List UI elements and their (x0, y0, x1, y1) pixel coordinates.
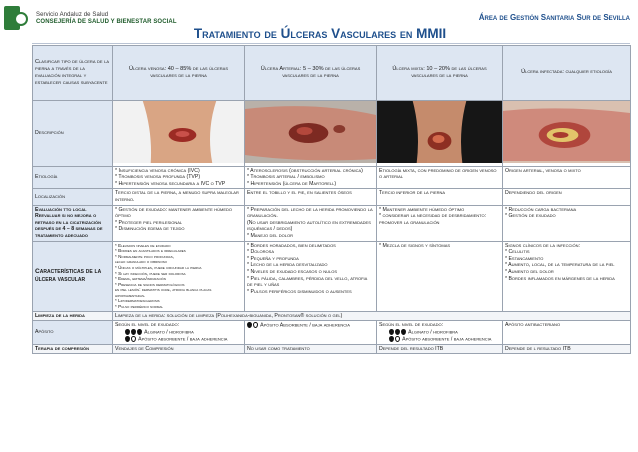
aposito-infectada: Apósito antibacteriano (503, 321, 631, 345)
compresion-infectada: Depende de l resultado ITB (503, 344, 631, 354)
aposito-option-label: Apósito absorbente / baja adherencia (138, 336, 228, 343)
page-title: Tratamiento de Úlceras Vasculares en MMII (193, 26, 447, 41)
evaluacion-venosa (113, 205, 245, 241)
aposito-mixta (377, 321, 503, 345)
drop-outline-icon (395, 336, 400, 342)
aposito-option (115, 329, 242, 336)
evaluacion-arterial (245, 205, 377, 241)
caracteristicas-venosa (113, 241, 245, 311)
table-header-row (33, 46, 631, 101)
localizacion-arterial: Entre el tobillo y el pie, en salientes óseos (245, 189, 377, 205)
header-arterial: Úlcera Arterial: 5 – 30% de las úlceras vasculares de la pierna (245, 46, 377, 101)
drop-icon (247, 322, 252, 328)
list-item: * Niveles de exudado escasos o nulos (247, 268, 337, 275)
list-item: * Mantener ambiente húmedo óptimo (379, 206, 465, 213)
page-header (0, 0, 638, 46)
drop-icon (131, 329, 136, 335)
list-item: * Únicas o múltiples, puede circundar la pierna (115, 264, 202, 270)
list-item: * Preparación del lecho de la herida promoviendo la granulación. (247, 206, 373, 220)
label-localizacion: Localización (33, 189, 113, 205)
row-aposito (33, 321, 631, 345)
drop-outline-icon (253, 322, 258, 328)
list-item: * Aumento, local, de la temperatura de la piel (505, 262, 615, 269)
list-item: * Lecho de la herida desvitalizado (247, 262, 328, 269)
drop-icon (395, 329, 400, 335)
caracteristicas-arterial (245, 241, 377, 311)
header-mixta: Úlcera mixta: 10 – 20% de las úlceras vasculares de la pierna (377, 46, 503, 101)
label-descripcion: Descripción (33, 101, 113, 167)
list-item: lecho granulado o fibrinoso (115, 259, 168, 265)
drop-icon (125, 336, 130, 342)
ulcer-table (32, 45, 631, 354)
junta-logo (4, 6, 30, 30)
photo-infectada (503, 101, 631, 167)
list-item: * Trombosis venosa profunda (TVP) (115, 174, 201, 181)
label-aposito: Apósito (33, 321, 113, 345)
list-item: * Bordes horadados, bien delimitados (247, 242, 336, 249)
compresion-venosa: Vendajes de Compresión (113, 344, 245, 354)
list-item: * Insuficiencia venosa crónica (IVC) (115, 167, 200, 174)
list-item: * Normalmente poco profundas, (115, 253, 175, 259)
aposito-venosa (113, 321, 245, 345)
aposito-option-label: Apósito absorbente / baja adherencia (402, 336, 492, 343)
list-item: * Pequeña y profunda (247, 255, 299, 262)
aposito-option (379, 329, 500, 336)
etiologia-arterial (245, 166, 377, 189)
label-etiologia: Etiología (33, 166, 113, 189)
row-evaluacion (33, 205, 631, 241)
etiologia-venosa (113, 166, 245, 189)
drop-icon (137, 329, 142, 335)
aposito-option (379, 336, 500, 343)
evaluacion-infectada (503, 205, 631, 241)
list-item: * Pulso periférico normal (115, 304, 164, 310)
header-venosa: Úlcera venosa: 40 – 85% de las úlceras vasculares de la pierna (113, 46, 245, 101)
compresion-arterial: No usar como tratamiento (245, 344, 377, 354)
row-caracteristicas (33, 241, 631, 311)
label-limpieza: Limpieza de la herida (33, 311, 113, 321)
evaluacion-mixta (377, 205, 503, 241)
header-infectada: Úlcera infectada: cualquier etiología (503, 46, 631, 101)
row-localizacion (33, 189, 631, 205)
area-name: Área de Gestión Sanitaria Sur de Sevilla (478, 13, 630, 22)
header-divider (32, 43, 630, 44)
list-item: * Si hay infección, puede ser dolorosa (115, 270, 186, 276)
list-item: * considerar la necesidad de desbridamiento: promover la granulación (379, 213, 487, 226)
list-item: * Hipertensión venosa secundaria a IVC o TVP (115, 180, 226, 187)
drop-icon (401, 329, 406, 335)
list-item: * Estancamiento (505, 255, 544, 262)
list-item: * Elevados niveles de exudado (115, 242, 171, 248)
list-item: * Aumento del dolor (505, 268, 554, 275)
org-name-line2: CONSEJERÍA DE SALUD Y BIENESTAR SOCIAL (36, 19, 177, 25)
label-evaluacion: Evaluación tto local Reevaluar si no mejora o retraso en la cicatrización después de 4 – 8 semanas de tratamiento adecuado (33, 205, 113, 241)
label-caracteristicas: Características de la úlcera vascular (33, 241, 113, 311)
list-item: * Bordes en acantilados e irregulares (115, 248, 186, 254)
list-item: * Presencia de signos dermatológicos (115, 281, 185, 287)
row-descripcion (33, 101, 631, 167)
localizacion-mixta: Tercio inferior de la pierna (377, 189, 503, 205)
aposito-option-label: Alginato / hidrofibra (408, 329, 458, 336)
drop-icon (389, 329, 394, 335)
drop-outline-icon (131, 336, 136, 342)
localizacion-infectada: Dependiendo del origen (503, 189, 631, 205)
list-item: en piel lesión: dermatitis ocre, atrofia blanca placas hipopigmentadas. (115, 287, 212, 298)
list-item: * Trombosis arterial / embolismo (247, 174, 325, 181)
etiologia-infectada: Origen arterial, venosa o mixto (503, 166, 631, 189)
photo-venosa (113, 101, 245, 167)
list-item: * Aterosclerosis (obstrucción arterial crónica) (247, 167, 363, 174)
drop-icon (389, 336, 394, 342)
drop-icon (125, 329, 130, 335)
limpieza-text: Limpieza de la herida: solución de limpieza (Polihexanida-biguanida, Prontosan® solución o gel) (113, 311, 631, 321)
list-item: * Lipodermatoesclerosis (115, 298, 160, 304)
label-compresion: Terapia de compresión (33, 344, 113, 354)
etiologia-mixta: Etiología mixta, con predominio de origen venoso o arterial (377, 166, 503, 189)
list-item: * Dolorosa (247, 249, 274, 256)
list-item: * Reducción carga bacteriana (505, 206, 577, 213)
caracteristicas-mixta: * Mezcla de signos y síntomas (377, 241, 503, 311)
list-item: * Bordes inflamados en márgenes de la herida (505, 275, 615, 282)
aposito-option-label: Alginato / hidrofibra (144, 329, 194, 336)
header-classify: Clasificar tipo de úlcera de la pierna a través de la evaluación integral y establecer causas subyacente (33, 46, 113, 101)
aposito-intro: Según el nivel de exudado: (115, 322, 180, 329)
photo-arterial (245, 101, 377, 167)
localizacion-venosa: Tercio distal de la pierna, a menudo supra maleolar interno. (113, 189, 245, 205)
caracteristicas-infectada (503, 241, 631, 311)
org-name-line1: Servicio Andaluz de Salud (36, 12, 109, 18)
list-item: * Disminución edema de tejido (115, 226, 185, 233)
list-item: * Piel pálida, calambres, pérdida del vello, atrofia de piel y uñas (247, 275, 368, 289)
list-item: * Edema, eritema/induración (115, 276, 166, 282)
aposito-intro: Según el nivel de exudado: (379, 322, 444, 329)
list-item: * Pulsos periféricos disminuidos o ausentes (247, 288, 352, 295)
compresion-mixta: Depende del resultado ITB (377, 344, 503, 354)
list-item: * Manejo del dolor (247, 232, 294, 239)
list-item: (No usar desbridamiento autolítico en extremidades isquémicas / dedos) (247, 219, 371, 233)
row-etiologia (33, 166, 631, 189)
list-item: * Proteger piel perilesional (115, 219, 183, 226)
list-item: * Celulitis (505, 249, 530, 256)
list-item: * Gestión de exudado: mantener ambiente húmedo óptimo (115, 206, 233, 220)
row-limpieza (33, 311, 631, 321)
aposito-arterial (245, 321, 377, 345)
row-compresion (33, 344, 631, 354)
photo-mixta (377, 101, 503, 167)
list-item: * Gestión de exudado (505, 213, 556, 220)
list-item: * Hipertensión (úlcera de Martorell) (247, 180, 337, 187)
aposito-option (115, 336, 242, 343)
aposito-option-label: Apósito Absorbente / baja adherencia (260, 322, 350, 329)
list-item: Signos clínicos de la infección: (505, 242, 580, 249)
